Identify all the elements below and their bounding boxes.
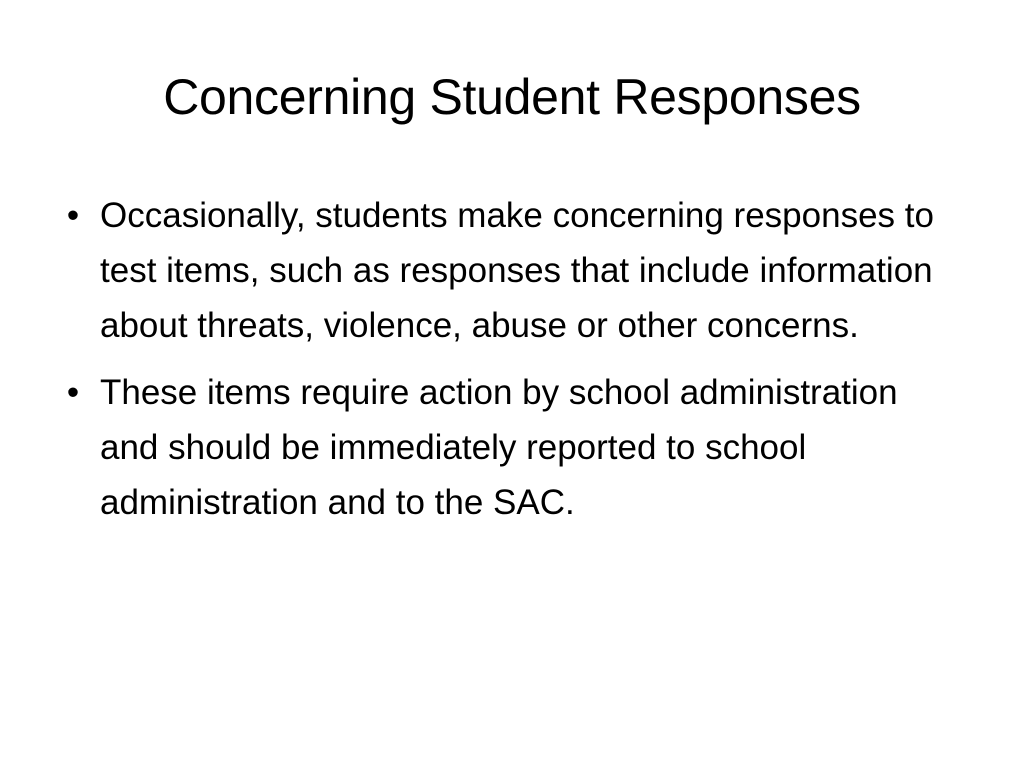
- bullet-list: [58, 188, 958, 542]
- bullet-text: Occasionally, students make concerning responses to test items, such as responses that include information about threats, violence, abuse or other concerns.: [100, 196, 934, 345]
- bullet-text: These items require action by school administration and should be immediately reported to school administration and to the SAC.: [100, 373, 898, 522]
- bullet-icon: •: [66, 196, 80, 235]
- bullet-item-occasionally: [58, 188, 958, 353]
- bullet-icon: •: [66, 373, 80, 412]
- slide-title: Concerning Student Responses: [163, 69, 861, 125]
- bullet-item-required-action: [58, 365, 958, 530]
